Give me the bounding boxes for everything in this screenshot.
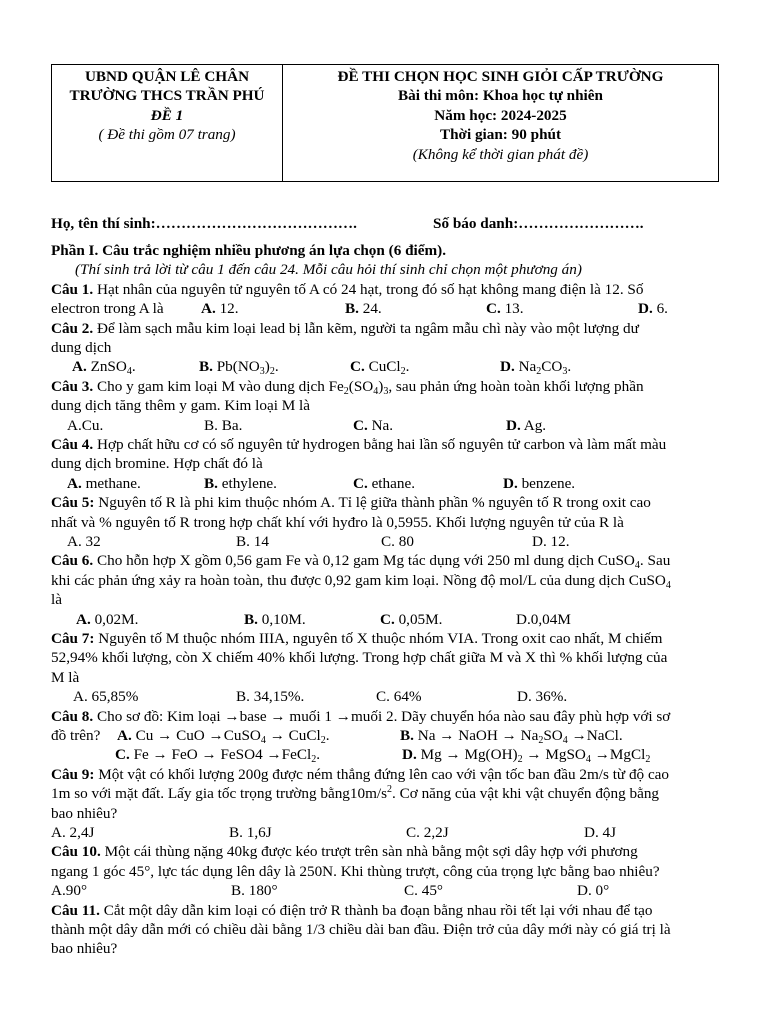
question-label: Câu 9: (51, 765, 95, 783)
student-id-field: Số báo danh:……………………. (433, 215, 644, 232)
option-b: B. 180° (231, 882, 278, 900)
option-a: A. 2,4J (51, 824, 95, 842)
question-text: thành một dây dẫn mới có chiều dài bằng 1/3 chiều dài ban đầu. Điện trở của dây mới này có giá trị là (51, 921, 671, 939)
question-label: Câu 3. (51, 377, 94, 395)
question-label: Câu 2. (51, 319, 94, 337)
question-10 (51, 842, 717, 900)
question-text: Cho hỗn hợp X gồm 0,56 gam Fe và 0,12 gam Mg tác dụng với 250 ml dung dịch CuSO$_4$. Sau (93, 552, 671, 572)
option-c: C. 2,2J (406, 824, 449, 842)
option-b: B. 1,6J (229, 824, 272, 842)
question-text: 52,94% khối lượng, còn X chiếm 40% khối lượng. Trong hợp chất giữa M và X thì % khối lượng của (51, 649, 668, 667)
question-text: đồ trên? (51, 727, 101, 745)
question-label: Câu 4. (51, 436, 94, 454)
option-b: B. 0,10M. (244, 610, 306, 628)
question-4 (51, 435, 717, 493)
question-text: Cắt một dây dẫn kim loại có điện trở R thành ba đoạn bằng nhau rồi tết lại với nhau để tạo (99, 901, 653, 919)
option-d: D.0,04M (516, 610, 571, 628)
question-label: Câu 5: (51, 494, 95, 512)
option-a: A. 65,85% (73, 688, 139, 706)
question-label: Câu 7: (51, 630, 95, 648)
option-c: C. 0,05M. (380, 610, 443, 628)
question-3 (51, 377, 717, 435)
option-c: C. Na. (353, 416, 394, 434)
duration-note: (Không kể thời gian phát đề) (412, 145, 589, 163)
option-c: C. 64% (376, 688, 422, 706)
question-text: Một vật có khối lượng 200g được ném thẳng đứng lên cao với vận tốc ban đầu 2m/s từ độ cao (94, 765, 670, 783)
option-b: B. 14 (236, 533, 269, 551)
question-text: dung dịch tăng thêm y gam. Kim loại M là (51, 397, 310, 415)
question-text: bao nhiêu? (51, 940, 118, 958)
question-11 (51, 901, 717, 959)
question-text: Hạt nhân của nguyên tử nguyên tố A có 24 hạt, trong đó số hạt không mang điện là 12. Số (93, 280, 644, 298)
question-9 (51, 765, 717, 843)
option-a: A. 12. (201, 300, 239, 318)
part1-instruction: (Thí sinh trả lời từ câu 1 đến câu 24. Mỗi câu hỏi thí sinh chỉ chọn một phương án) (75, 261, 582, 279)
question-text: bao nhiêu? (51, 804, 118, 822)
question-text: khi các phản ứng xảy ra hoàn toàn, thu được 0,92 gam kim loại. Nồng độ mol/L của dung dịch CuSO$_4$ (51, 571, 671, 591)
question-text: 1m so với mặt đất. Lấy gia tốc trọng trường $bằng10m/s^2$. Cơ năng của vật khi vật chuyển động bằng (51, 784, 660, 803)
option-b: B. Ba. (204, 416, 243, 434)
question-6 (51, 551, 717, 629)
option-c: C. Fe → FeO → FeSO4 →FeCl$_2$. (115, 746, 320, 766)
exam-duration: Thời gian: 90 phút (439, 126, 562, 144)
exam-subject: Bài thi môn: Khoa học tự nhiên (398, 87, 603, 105)
option-c: C. 13. (486, 300, 524, 318)
exam-body (51, 214, 717, 959)
question-text: nhất và % nguyên tố R trong hợp chất khí với hyđro là 0,5955. Khối lượng nguyên tử của R là (51, 513, 624, 531)
question-text: Để làm sạch mẫu kim loại lead bị lẫn kẽm, người ta ngâm mẫu chì này vào một lượng dư (93, 319, 639, 337)
district-name: UBND QUẬN LÊ CHÂN (84, 68, 250, 85)
option-b: B. Na → NaOH → $Na_2SO_4$ →NaCl. (400, 727, 623, 747)
question-2 (51, 319, 717, 377)
question-text: dung dịch bromine. Hợp chất đó là (51, 455, 263, 473)
option-d: D. $Mg \to Mg(OH)_2$ → MgSO$_4$ →MgCl$_2$ (402, 746, 651, 766)
part1-title: Phần I. Câu trắc nghiệm nhiều phương án lựa chọn (6 điểm). (51, 242, 446, 259)
question-text: Hợp chất hữu cơ có số nguyên tử hydrogen bằng hai lần số nguyên tử carbon và làm mất màu (93, 436, 667, 454)
question-text: ngang 1 góc 45°, lực tác dụng lên dây là 250N. Khi thùng trượt, công của trọng lực bằng bao nhiêu? (51, 862, 660, 880)
question-7 (51, 629, 717, 707)
option-a: A. ZnSO$_4$. (72, 358, 136, 378)
question-text: Một cái thùng nặng 40kg được kéo trượt trên sàn nhà bằng một sợi dây hợp với phương (100, 843, 638, 861)
exam-info (283, 65, 718, 181)
school-year: Năm học: 2024-2025 (434, 106, 567, 124)
question-5 (51, 493, 717, 551)
question-text: là (51, 591, 62, 609)
option-d: D. 36%. (517, 688, 568, 706)
question-text: Cho y gam kim loại M vào dung dịch $Fe_2(SO_4)_3$, sau phản ứng hoàn toàn khối lượng phần (93, 377, 644, 397)
student-info-line (51, 214, 717, 241)
header-box (51, 64, 719, 182)
option-a: A.90° (51, 882, 88, 900)
option-d: D. 0° (577, 882, 610, 900)
option-d: D. Ag. (506, 416, 547, 434)
option-c: C. 45° (404, 882, 443, 900)
option-c: C. 80 (381, 533, 414, 551)
option-c: C. CuCl$_2$. (350, 358, 410, 378)
option-a: A.Cu. (67, 416, 104, 434)
question-text: dung dịch (51, 339, 112, 357)
question-text: Nguyên tố R là phi kim thuộc nhóm A. Tỉ lệ giữa thành phần % nguyên tố R trong oxit cao (94, 494, 651, 512)
option-a: A. 0,02M. (76, 610, 139, 628)
question-text: Cho sơ đồ: Kim loại →base → muối 1 →muối 2. Dãy chuyển hóa nào sau đây phù hợp với sơ (93, 707, 671, 725)
option-a: A. 32 (67, 533, 101, 551)
question-1 (51, 280, 717, 319)
option-d: D. 4J (584, 824, 617, 842)
option-a: A. Cu → CuO →CuSO$_4$ → CuCl$_2$. (117, 727, 330, 747)
question-text: Nguyên tố M thuộc nhóm IIIA, nguyên tố X thuộc nhóm VIA. Trong oxit cao nhất, M chiếm (94, 630, 663, 648)
question-label: Câu 1. (51, 280, 94, 298)
question-text: M là (51, 668, 80, 686)
question-8 (51, 707, 717, 765)
question-label: Câu 6. (51, 552, 94, 570)
option-d: D. 6. (638, 300, 668, 318)
exam-title: ĐỀ THI CHỌN HỌC SINH GIỎI CẤP TRƯỜNG (337, 68, 664, 85)
option-b: B. 24. (345, 300, 382, 318)
question-label: Câu 11. (51, 901, 100, 919)
option-b: B. 34,15%. (236, 688, 305, 706)
page-count-note: ( Đề thi gồm 07 trang) (98, 126, 236, 144)
option-a: A. methane. (67, 474, 141, 492)
option-b: B. $Pb(NO_3)_2$. (199, 358, 279, 378)
exam-code: ĐỀ 1 (150, 106, 184, 124)
option-d: D. benzene. (503, 474, 576, 492)
question-text: electron trong A là (51, 300, 164, 318)
school-info (52, 65, 283, 181)
school-name: TRƯỜNG THCS TRẦN PHÚ (69, 87, 265, 105)
option-c: C. ethane. (353, 474, 415, 492)
option-b: B. ethylene. (204, 474, 277, 492)
student-name-field: Họ, tên thí sinh:…………………………………. (51, 215, 357, 232)
option-d: D. 12. (532, 533, 570, 551)
question-label: Câu 8. (51, 707, 94, 725)
question-label: Câu 10. (51, 843, 101, 861)
option-d: D. $Na_2CO_3$. (500, 358, 572, 378)
